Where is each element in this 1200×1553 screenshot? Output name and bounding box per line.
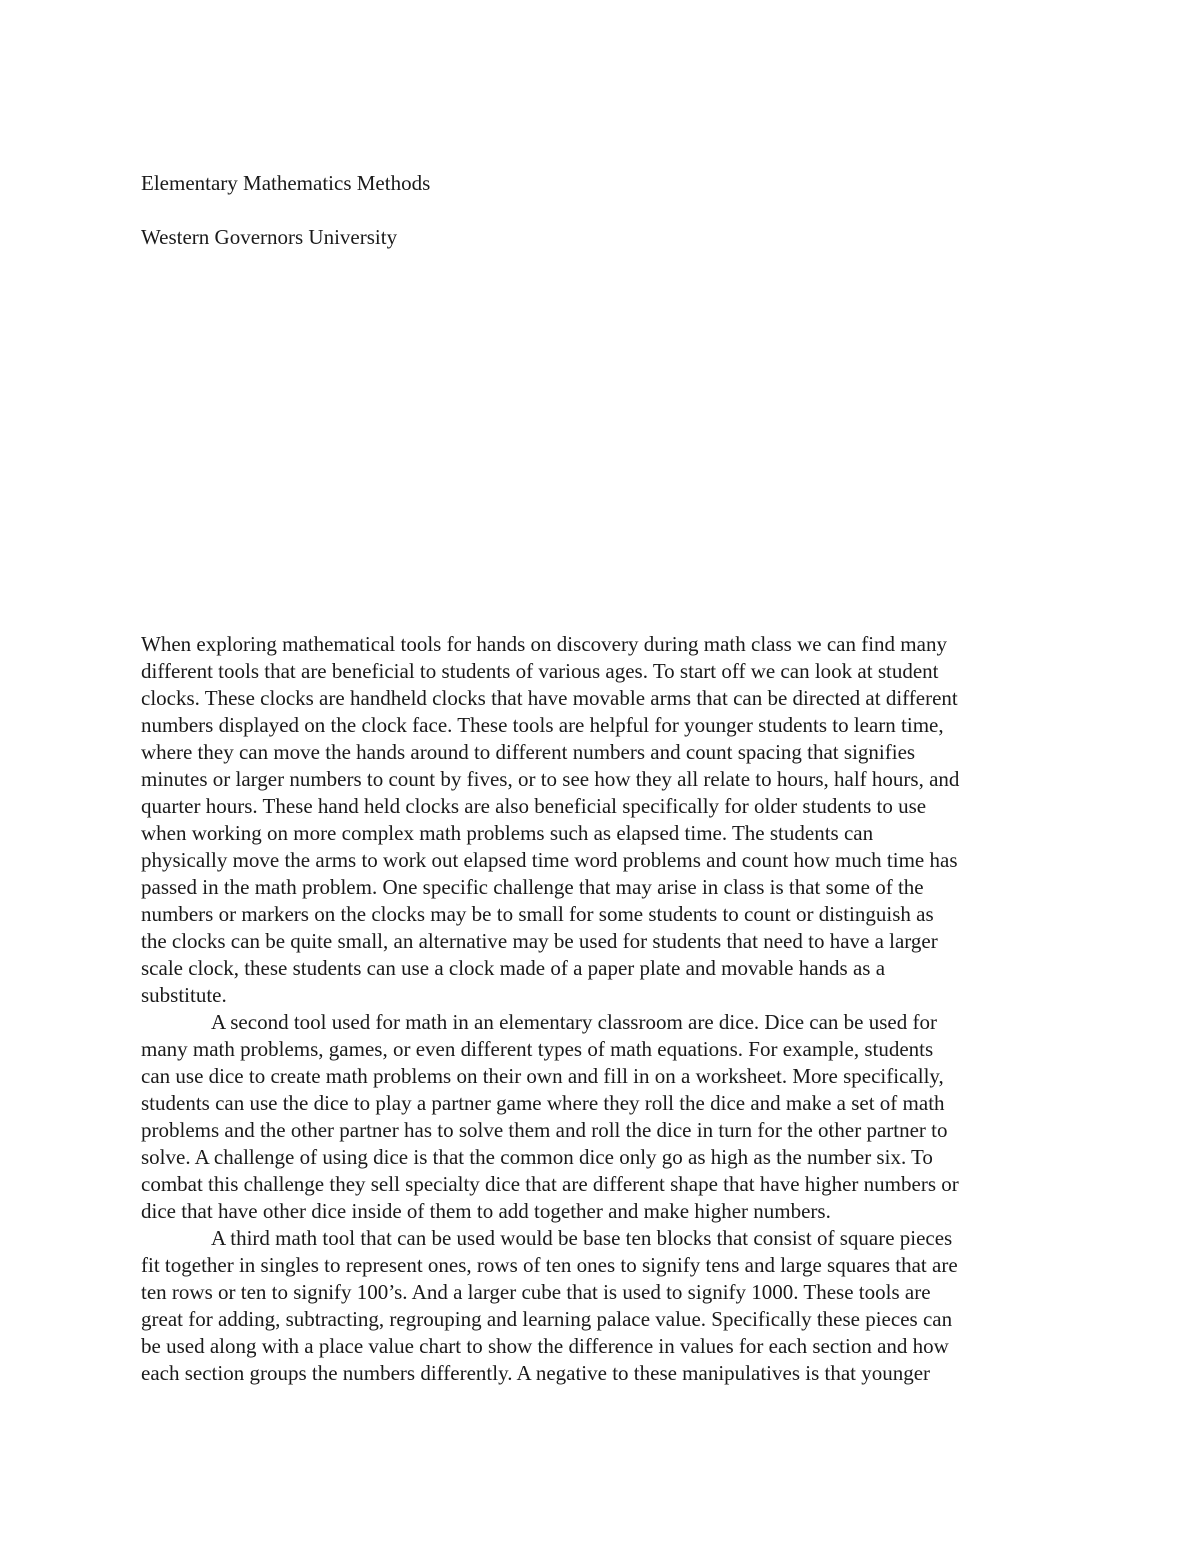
text-line: numbers displayed on the clock face. These tools are helpful for younger students to learn time, [141,713,944,737]
text-line: numbers or markers on the clocks may be to small for some students to count or distinguish as [141,902,934,926]
text-line: the clocks can be quite small, an alternative may be used for students that need to have a larger [141,929,938,953]
text-line: dice that have other dice inside of them to add together and make higher numbers. [141,1199,831,1223]
text-line: ten rows or ten to signify 100’s. And a larger cube that is used to signify 1000. These tools are [141,1280,931,1304]
text-line: scale clock, these students can use a clock made of a paper plate and movable hands as a [141,956,886,980]
text-line: A second tool used for math in an elementary classroom are dice. Dice can be used for [211,1010,937,1034]
text-line: A third math tool that can be used would be base ten blocks that consist of square pieces [211,1226,953,1250]
text-line: many math problems, games, or even different types of math equations. For example, students [141,1037,934,1061]
text-line: passed in the math problem. One specific challenge that may arise in class is that some of the [141,875,924,899]
university-name: Western Governors University [141,225,398,249]
text-line: substitute. [141,983,227,1007]
course-title: Elementary Mathematics Methods [141,171,431,195]
text-line: each section groups the numbers differently. A negative to these manipulatives is that younger [141,1361,931,1385]
essay-body [141,631,1071,1387]
text-line: fit together in singles to represent ones, rows of ten ones to signify tens and large squares that are [141,1253,958,1277]
text-line: physically move the arms to work out elapsed time word problems and count how much time has [141,848,958,872]
text-line: where they can move the hands around to different numbers and count spacing that signifies [141,740,916,764]
text-line: clocks. These clocks are handheld clocks that have movable arms that can be directed at different [141,686,958,710]
text-line: can use dice to create math problems on their own and fill in on a worksheet. More specifically, [141,1064,944,1088]
text-line: be used along with a place value chart to show the difference in values for each section and how [141,1334,949,1358]
text-line: different tools that are beneficial to students of various ages. To start off we can look at student [141,659,939,683]
text-line: When exploring mathematical tools for hands on discovery during math class we can find many [141,632,947,656]
text-line: quarter hours. These hand held clocks are also beneficial specifically for older students to use [141,794,927,818]
paragraph-base-ten-blocks [141,1225,1071,1387]
paragraph-dice [141,1009,1071,1225]
paragraph-clocks [141,631,1071,1009]
text-line: problems and the other partner has to solve them and roll the dice in turn for the other partner to [141,1118,948,1142]
text-line: when working on more complex math problems such as elapsed time. The students can [141,821,874,845]
text-line: solve. A challenge of using dice is that the common dice only go as high as the number six. To [141,1145,933,1169]
text-line: students can use the dice to play a partner game where they roll the dice and make a set of math [141,1091,945,1115]
text-line: minutes or larger numbers to count by fives, or to see how they all relate to hours, half hours, and [141,767,960,791]
text-line: combat this challenge they sell specialty dice that are different shape that have higher numbers or [141,1172,959,1196]
text-line: great for adding, subtracting, regrouping and learning palace value. Specifically these pieces can [141,1307,953,1331]
